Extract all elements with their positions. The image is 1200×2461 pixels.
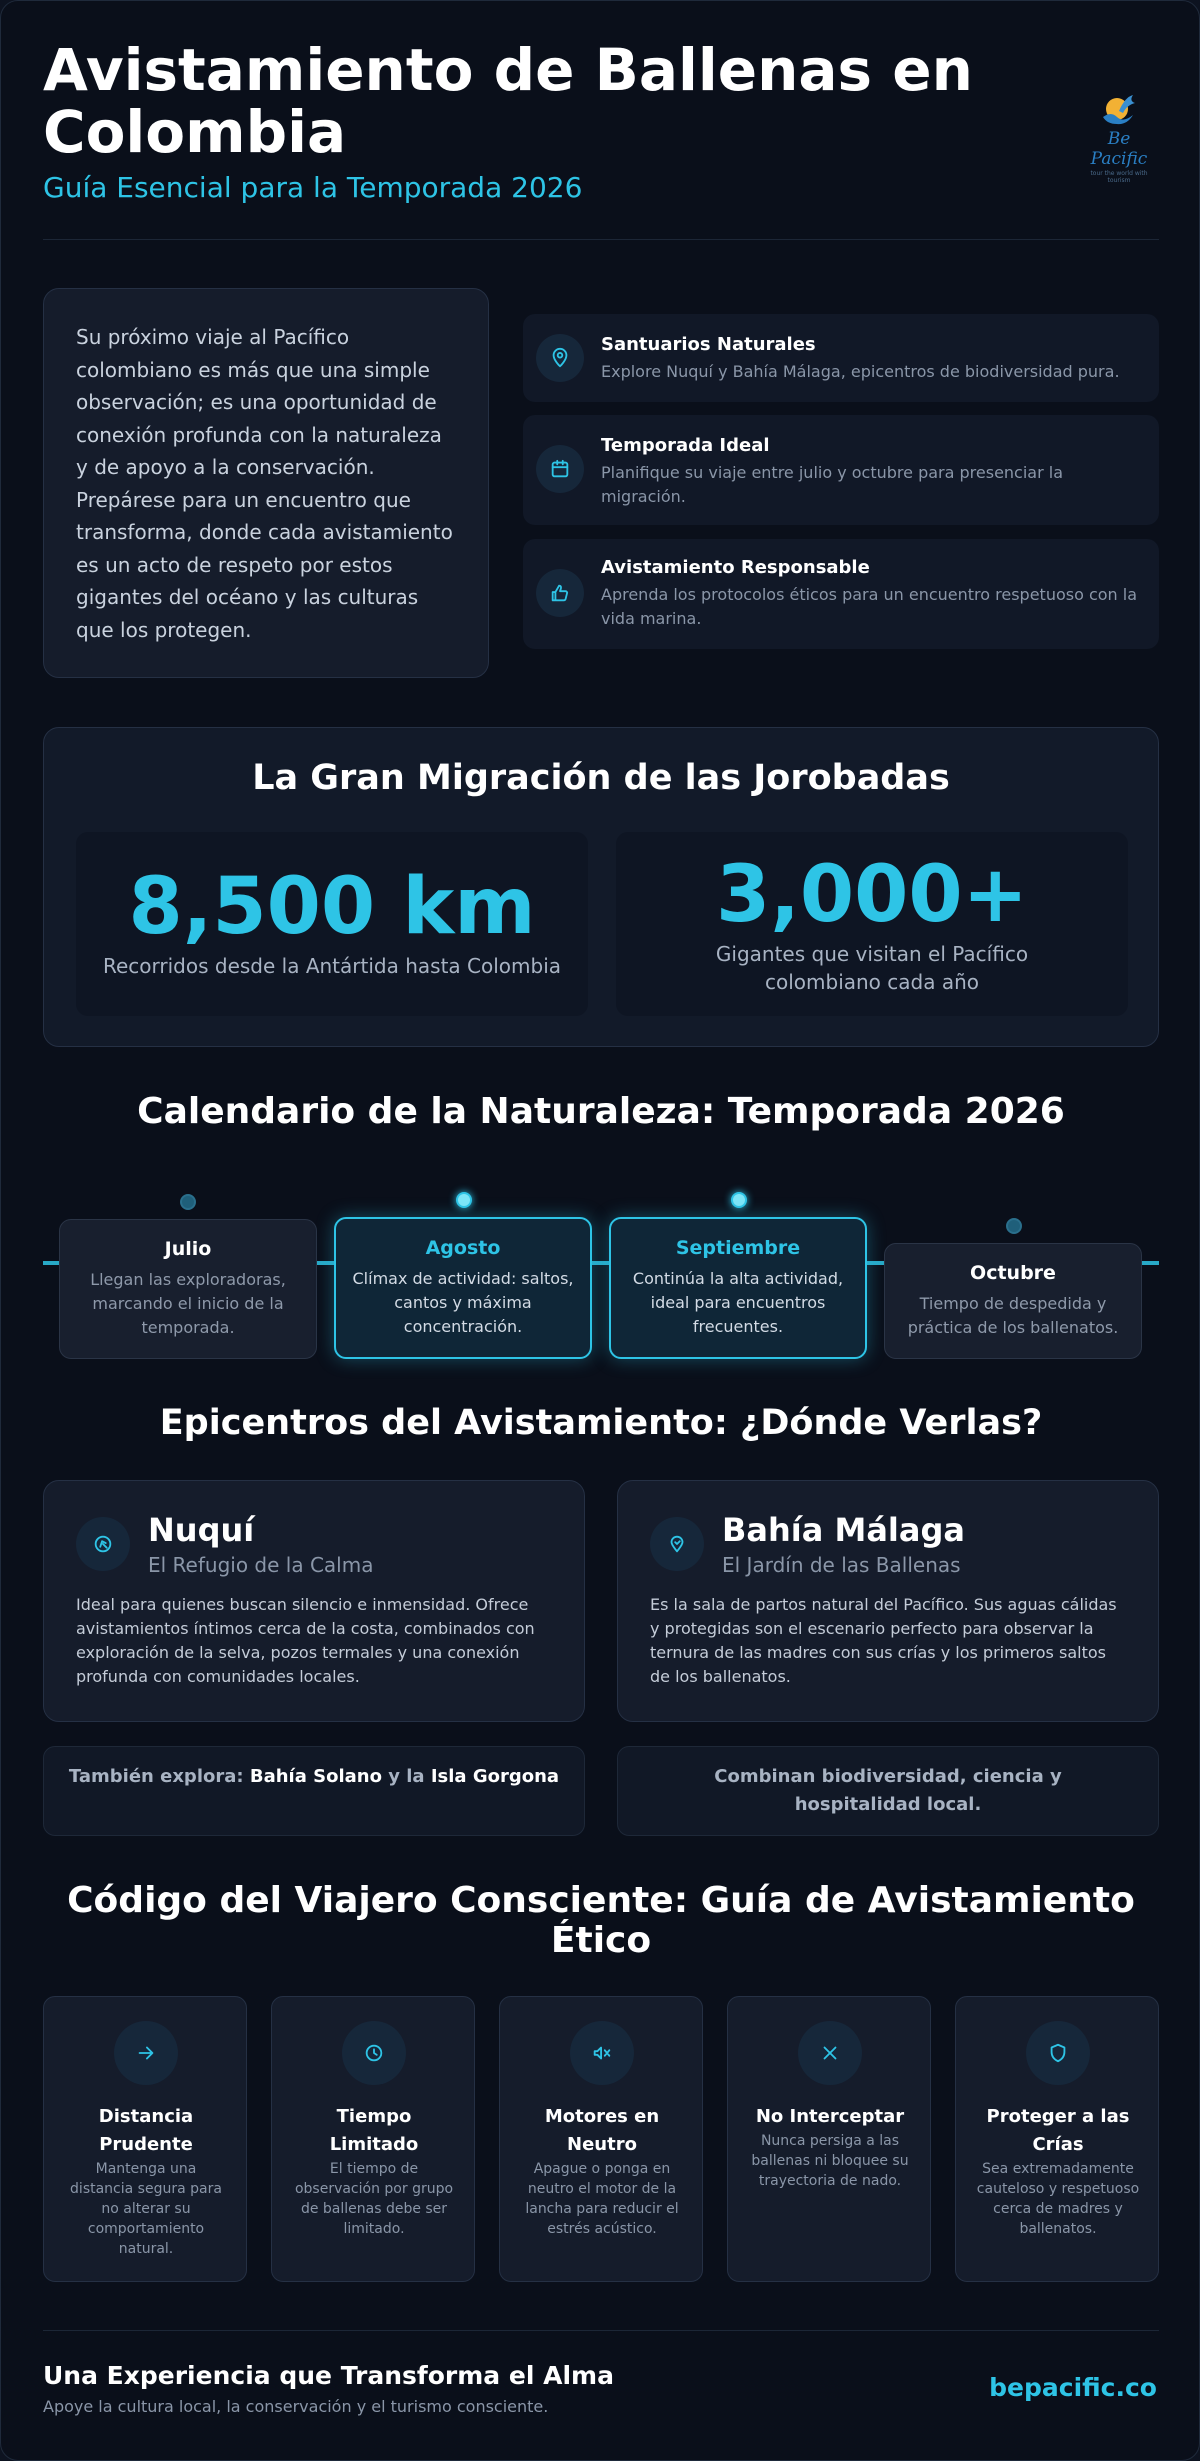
arrow-right-icon (114, 2021, 178, 2085)
location-pin-icon (650, 1517, 704, 1571)
extra-joiner: y la (388, 1766, 425, 1787)
feature-temporada (523, 415, 1159, 525)
month-name: Julio (164, 1238, 212, 1260)
rule-desc: El tiempo de observación por grupo de ballenas debe ser limitado. (294, 2161, 454, 2237)
section-title: La Gran Migración de las Jorobadas (252, 758, 950, 798)
extra-place-gorgona: Isla Gorgona (430, 1766, 560, 1787)
page-subtitle: Guía Esencial para la Temporada 2026 (43, 171, 583, 204)
stat-count (616, 832, 1128, 1016)
stat-value: 8,500 km (128, 862, 536, 952)
compass-icon (76, 1517, 130, 1571)
timeline-dot (1006, 1218, 1022, 1234)
month-desc: Tiempo de despedida y práctica de los ballenatos. (907, 1294, 1119, 1337)
stat-label: Gigantes que visitan el Pacífico colombiano cada año (715, 942, 1029, 994)
place-name: Bahía Málaga (722, 1511, 965, 1549)
feature-desc: Planifique su viaje entre julio y octubre para presenciar la migración. (601, 463, 1064, 506)
extra-prefix: También explora: (68, 1766, 244, 1787)
logo-wordmark: Be Pacific (1090, 129, 1148, 169)
month-name: Septiembre (675, 1237, 801, 1259)
place-tagline: El Jardín de las Ballenas (722, 1553, 961, 1577)
extra-place-solano: Bahía Solano (249, 1766, 382, 1787)
place-desc: Ideal para quienes buscan silencio e inmensidad. Ofrece avistamientos íntimos cerca de la costa, combinados con exploración de la selva, pozos termales y una conexión profunda con comunidades locales. (76, 1595, 535, 1686)
header-divider (43, 239, 1159, 240)
combine-text: Combinan biodiversidad, ciencia y hospitalidad local. (714, 1766, 1062, 1815)
ethics-title: Código del Viajero Consciente: Guía de Avistamiento Ético (67, 1880, 1135, 1961)
rule-desc: Apague o ponga en neutro el motor de la lancha para reducir el estrés acústico. (525, 2161, 679, 2237)
month-desc: Clímax de actividad: saltos, cantos y máxima concentración. (352, 1269, 574, 1336)
month-name: Agosto (425, 1237, 501, 1259)
rule-desc: Mantenga una distancia segura para no alterar su comportamiento natural. (70, 2161, 222, 2257)
page-title: Avistamiento de Ballenas en Colombia (43, 36, 973, 166)
intro-text: Su próximo viaje al Pacífico colombiano es más que una simple observación; es una oportunidad de conexión profunda con la naturaleza y de apoyo a la conservación. Prepárese para un encuentro que transforma, donde cada avistamiento es un acto de respeto por estos gigantes del océano y las culturas que los protegen. (76, 325, 453, 642)
timeline-dot (180, 1194, 196, 1210)
feature-desc: Explore Nuquí y Bahía Málaga, epicentros de biodiversidad pura. (601, 362, 1120, 381)
extra-places-card (43, 1746, 585, 1836)
footer-divider (43, 2330, 1159, 2331)
month-desc: Llegan las exploradoras, marcando el inicio de la temporada. (90, 1270, 286, 1337)
rule-card-tiempo (271, 1996, 475, 2282)
month-desc: Continúa la alta actividad, ideal para encuentros frecuentes. (632, 1269, 844, 1336)
rule-name: No Interceptar (755, 2106, 905, 2127)
rule-card-crias (955, 1996, 1159, 2282)
brand-logo[interactable] (1079, 87, 1159, 184)
whale-tail-logo-icon (1097, 87, 1141, 131)
website-link[interactable]: bepacific.co (989, 2373, 1157, 2402)
shield-icon (1026, 2021, 1090, 2085)
stat-distance (76, 832, 588, 1016)
epicenters-title: Epicentros del Avistamiento: ¿Dónde Verlas? (159, 1403, 1043, 1443)
place-card-nuqui (43, 1480, 585, 1722)
map-pin-icon (536, 334, 584, 382)
rule-desc: Nunca persiga a las ballenas ni bloquee su trayectoria de nado. (751, 2133, 909, 2189)
timeline-dot-active (731, 1192, 747, 1208)
rule-desc: Sea extremadamente cauteloso y respetuoso cerca de madres y ballenatos. (976, 2161, 1140, 2237)
rule-name: Distancia Prudente (98, 2106, 194, 2155)
calendar-title: Calendario de la Naturaleza: Temporada 2026 (137, 1091, 1065, 1132)
place-desc: Es la sala de partos natural del Pacífico. Sus aguas cálidas y protegidas son el escenario perfecto para observar la ternura de las madres con sus crías y los primeros saltos de los ballenatos. (650, 1595, 1117, 1686)
feature-title: Avistamiento Responsable (601, 557, 870, 578)
feature-title: Temporada Ideal (601, 435, 770, 456)
feature-santuarios (523, 314, 1159, 402)
volume-mute-icon (570, 2021, 634, 2085)
stat-value: 3,000+ (715, 850, 1029, 940)
footer-subtitle: Apoye la cultura local, la conservación y el turismo consciente. (43, 2397, 549, 2416)
month-card-agosto (334, 1217, 592, 1359)
clock-icon (342, 2021, 406, 2085)
month-card-octubre (884, 1243, 1142, 1359)
thumbs-up-icon (536, 569, 584, 617)
rule-name: Tiempo Limitado (329, 2106, 419, 2155)
place-name: Nuquí (148, 1511, 255, 1549)
month-name: Octubre (970, 1262, 1056, 1284)
stat-label: Recorridos desde la Antártida hasta Colombia (102, 954, 562, 978)
feature-desc: Aprenda los protocolos éticos para un encuentro respetuoso con la vida marina. (601, 585, 1138, 628)
month-card-septiembre (609, 1217, 867, 1359)
intro-card (43, 288, 489, 678)
feature-responsable (523, 539, 1159, 649)
calendar-icon (536, 445, 584, 493)
logo-tagline: tour the world with tourism (1090, 170, 1148, 184)
month-card-julio (59, 1219, 317, 1359)
rule-name: Motores en Neutro (544, 2106, 660, 2155)
rule-name: Proteger a las Crías (986, 2106, 1130, 2155)
rule-card-motores (499, 1996, 703, 2282)
combine-card (617, 1746, 1159, 1836)
header (43, 36, 1159, 204)
migration-section (43, 727, 1159, 1047)
place-card-bahia-malaga (617, 1480, 1159, 1722)
rule-card-distancia (43, 1996, 247, 2282)
close-icon (798, 2021, 862, 2085)
place-tagline: El Refugio de la Calma (148, 1553, 374, 1577)
feature-title: Santuarios Naturales (601, 334, 816, 355)
footer-title: Una Experiencia que Transforma el Alma (43, 2361, 614, 2390)
rule-card-interceptar (727, 1996, 931, 2282)
timeline-dot-active (456, 1192, 472, 1208)
